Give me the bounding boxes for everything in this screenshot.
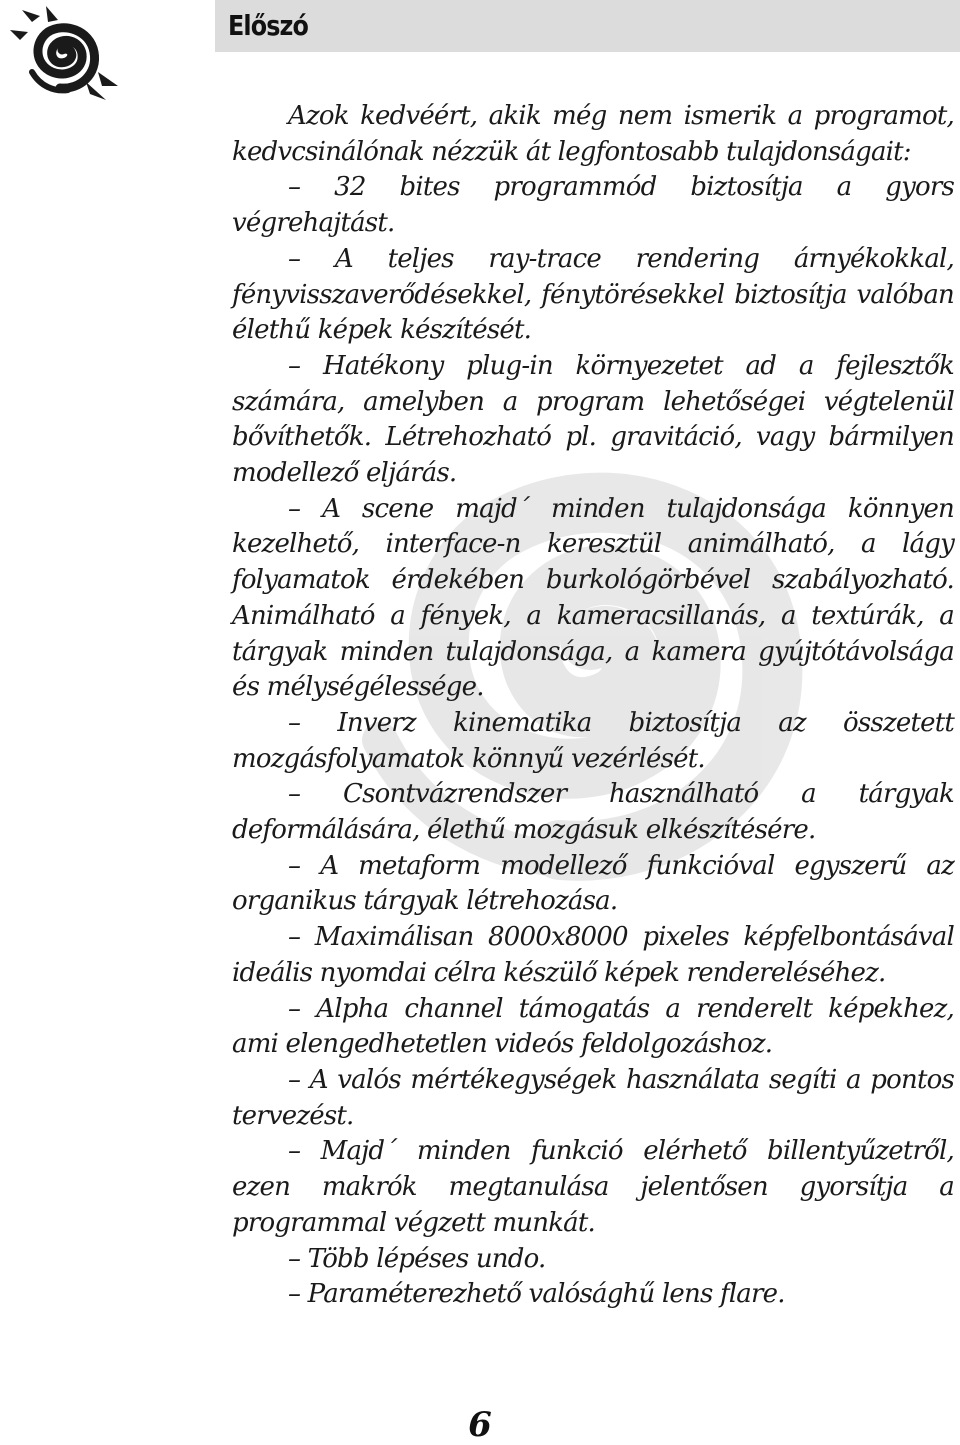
paragraph: – A valós mértékegységek használata segíti a pontos tervezést. (232, 1064, 954, 1131)
page-number: 6 (468, 1405, 492, 1445)
paragraph: – 32 bites programmód biztosítja a gyors végrehajtást. (232, 172, 954, 239)
paragraph: – Paraméterezhető valósághű lens flare. (288, 1279, 785, 1310)
paragraph: – A scene majd´ minden tulajdonsága könnyen kezelhető, interface-n keresztül animálható, a lágy folyamatok érdekében burkológörbével szabályozható. Animálható a fények, a kameracsillanás, a textúrák, a tárgyak minden tulajdonsága, a kamera gyújtótávolsága és mélységélessége. (232, 493, 954, 703)
page-title: Előszó (228, 9, 309, 42)
paragraph: – Hatékony plug-in környezetet ad a fejlesztők számára, amelyben a program lehetőségei végtelenül bővíthetők. Létrehozható pl. gravitáció, vagy bármilyen modellező eljárás. (232, 350, 954, 489)
paragraph: – A metaform modellező funkcióval egyszerű az organikus tárgyak létrehozása. (232, 850, 954, 917)
paragraph: – Inverz kinematika biztosítja az összetett mozgásfolyamatok könnyű vezérlését. (232, 707, 954, 774)
paragraph: – Csontvázrendszer használható a tárgyak deformálására, élethű mozgásuk elkészítésére. (232, 779, 954, 846)
body-text (232, 99, 954, 1313)
paragraph: – Maximálisan 8000x8000 pixeles képfelbontásával ideális nyomdai célra készülő képek rendereléséhez. (232, 922, 954, 988)
paragraph: Azok kedvéért, akik még nem ismerik a programot, kedvcsinálónak nézzük át legfontosabb tulajdonságait: (232, 101, 954, 167)
header-bar (215, 0, 960, 52)
paragraph: – A teljes ray-trace rendering árnyékokkal, fényvisszaverődésekkel, fénytörésekkel biztosítja valóban élethű képek készítését. (232, 243, 954, 346)
paragraph: – Alpha channel támogatás a renderelt képekhez, ami elengedhetetlen videós feldolgozáshoz. (232, 993, 954, 1060)
paragraph: – Majd´ minden funkció elérhető billentyűzetről, ezen makrók megtanulása jelentősen gyorsítja a programmal végzett munkát. (232, 1136, 954, 1238)
spiral-swirl-logo (2, 2, 120, 106)
paragraph: – Több lépéses undo. (288, 1243, 546, 1274)
